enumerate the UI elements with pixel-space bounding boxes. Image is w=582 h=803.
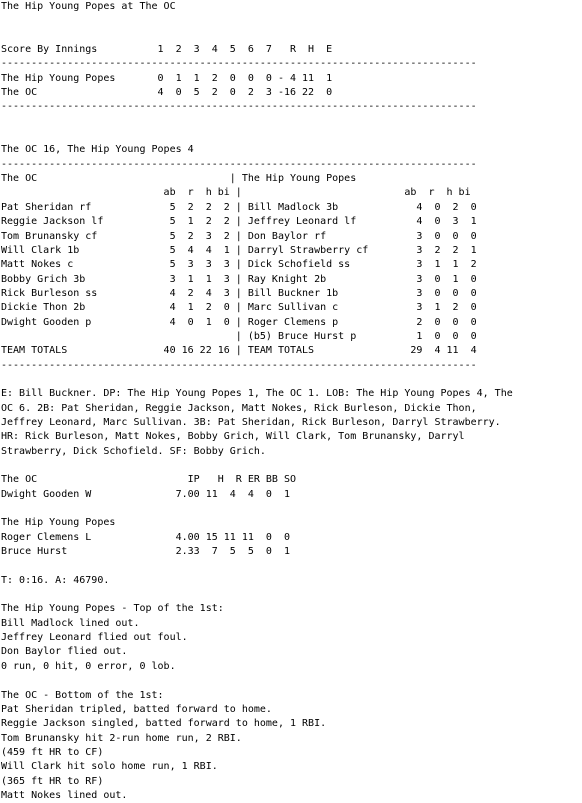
text-line <box>1 115 582 129</box>
text-line: 0 run, 0 hit, 0 error, 0 lob. <box>1 660 176 672</box>
text-line <box>1 459 582 473</box>
text-line: (365 ft HR to RF) <box>1 775 104 787</box>
text-line <box>1 129 582 143</box>
text-line: ------------------------------------------------------------------------------- <box>1 101 477 113</box>
text-line: TEAM TOTALS 40 16 22 16 | TEAM TOTALS 29 4 11 4 <box>1 345 477 357</box>
text-line: ------------------------------------------------------------------------------- <box>1 58 477 70</box>
text-line: Matt Nokes c 5 3 3 3 | Dick Schofield ss 3 1 1 2 <box>1 259 477 271</box>
text-line: HR: Rick Burleson, Matt Nokes, Bobby Grich, Will Clark, Tom Brunansky, Darryl <box>1 431 465 443</box>
text-line <box>1 373 582 387</box>
text-line: Bruce Hurst 2.33 7 5 5 0 1 <box>1 546 290 558</box>
text-line: Matt Nokes lined out. <box>1 789 128 801</box>
text-line <box>1 29 582 43</box>
text-line: Dwight Gooden p 4 0 1 0 | Roger Clemens p 2 0 0 0 <box>1 316 477 328</box>
text-line: Will Clark 1b 5 4 4 1 | Darryl Strawberry cf 3 2 2 1 <box>1 244 477 256</box>
text-line: Roger Clemens L 4.00 15 11 11 0 0 <box>1 531 290 543</box>
text-line: Will Clark hit solo home run, 1 RBI. <box>1 761 218 773</box>
text-line <box>1 588 582 602</box>
text-line: Reggie Jackson singled, batted forward to home, 1 RBI. <box>1 718 327 730</box>
text-line: Reggie Jackson lf 5 1 2 2 | Jeffrey Leonard lf 4 0 3 1 <box>1 216 477 228</box>
text-line: ab r h bi | ab r h bi <box>1 187 471 199</box>
text-line: | (b5) Bruce Hurst p 1 0 0 0 <box>1 330 477 342</box>
text-line <box>1 502 582 516</box>
text-line: E: Bill Buckner. DP: The Hip Young Popes 1, The OC 1. LOB: The Hip Young Popes 4, The <box>1 388 513 400</box>
text-line: Score By Innings 1 2 3 4 5 6 7 R H E <box>1 44 333 56</box>
text-line: ------------------------------------------------------------------------------- <box>1 359 477 371</box>
text-line: Tom Brunansky cf 5 2 3 2 | Don Baylor rf 3 0 0 0 <box>1 230 477 242</box>
text-line: Bobby Grich 3b 3 1 1 3 | Ray Knight 2b 3 0 1 0 <box>1 273 477 285</box>
text-line <box>1 559 582 573</box>
text-line: ------------------------------------------------------------------------------- <box>1 158 477 170</box>
text-line: The OC | The Hip Young Popes <box>1 173 357 185</box>
text-line: The Hip Young Popes <box>1 517 116 529</box>
text-line: OC 6. 2B: Pat Sheridan, Reggie Jackson, Matt Nokes, Rick Burleson, Dickie Thon, <box>1 402 477 414</box>
text-line: Jeffrey Leonard, Marc Sullivan. 3B: Pat Sheridan, Rick Burleson, Darryl Strawberry. <box>1 416 501 428</box>
text-line: The Hip Young Popes 0 1 1 2 0 0 0 - 4 11 1 <box>1 72 333 84</box>
text-line: Dwight Gooden W 7.00 11 4 4 0 1 <box>1 488 290 500</box>
text-line <box>1 14 582 28</box>
text-line: The OC - Bottom of the 1st: <box>1 689 164 701</box>
text-line: Bill Madlock lined out. <box>1 617 140 629</box>
text-line: Dickie Thon 2b 4 1 2 0 | Marc Sullivan c 3 1 2 0 <box>1 302 477 314</box>
text-line: Don Baylor flied out. <box>1 646 128 658</box>
text-line: Jeffrey Leonard flied out foul. <box>1 632 188 644</box>
text-line: Strawberry, Dick Schofield. SF: Bobby Grich. <box>1 445 266 457</box>
text-line: The OC 16, The Hip Young Popes 4 <box>1 144 194 156</box>
text-line: Rick Burleson ss 4 2 4 3 | Bill Buckner 1b 3 0 0 0 <box>1 287 477 299</box>
text-line: T: 0:16. A: 46790. <box>1 574 110 586</box>
text-line: The Hip Young Popes at The OC <box>1 1 176 12</box>
text-line: The OC IP H R ER BB SO <box>1 474 297 486</box>
text-line: Pat Sheridan tripled, batted forward to home. <box>1 703 272 715</box>
text-line <box>1 674 582 688</box>
text-line: Tom Brunansky hit 2-run home run, 2 RBI. <box>1 732 242 744</box>
text-line: (459 ft HR to CF) <box>1 746 104 758</box>
text-line: The Hip Young Popes - Top of the 1st: <box>1 603 224 615</box>
text-line: Pat Sheridan rf 5 2 2 2 | Bill Madlock 3b 4 0 2 0 <box>1 201 477 213</box>
text-line: The OC 4 0 5 2 0 2 3 -16 22 0 <box>1 87 333 99</box>
